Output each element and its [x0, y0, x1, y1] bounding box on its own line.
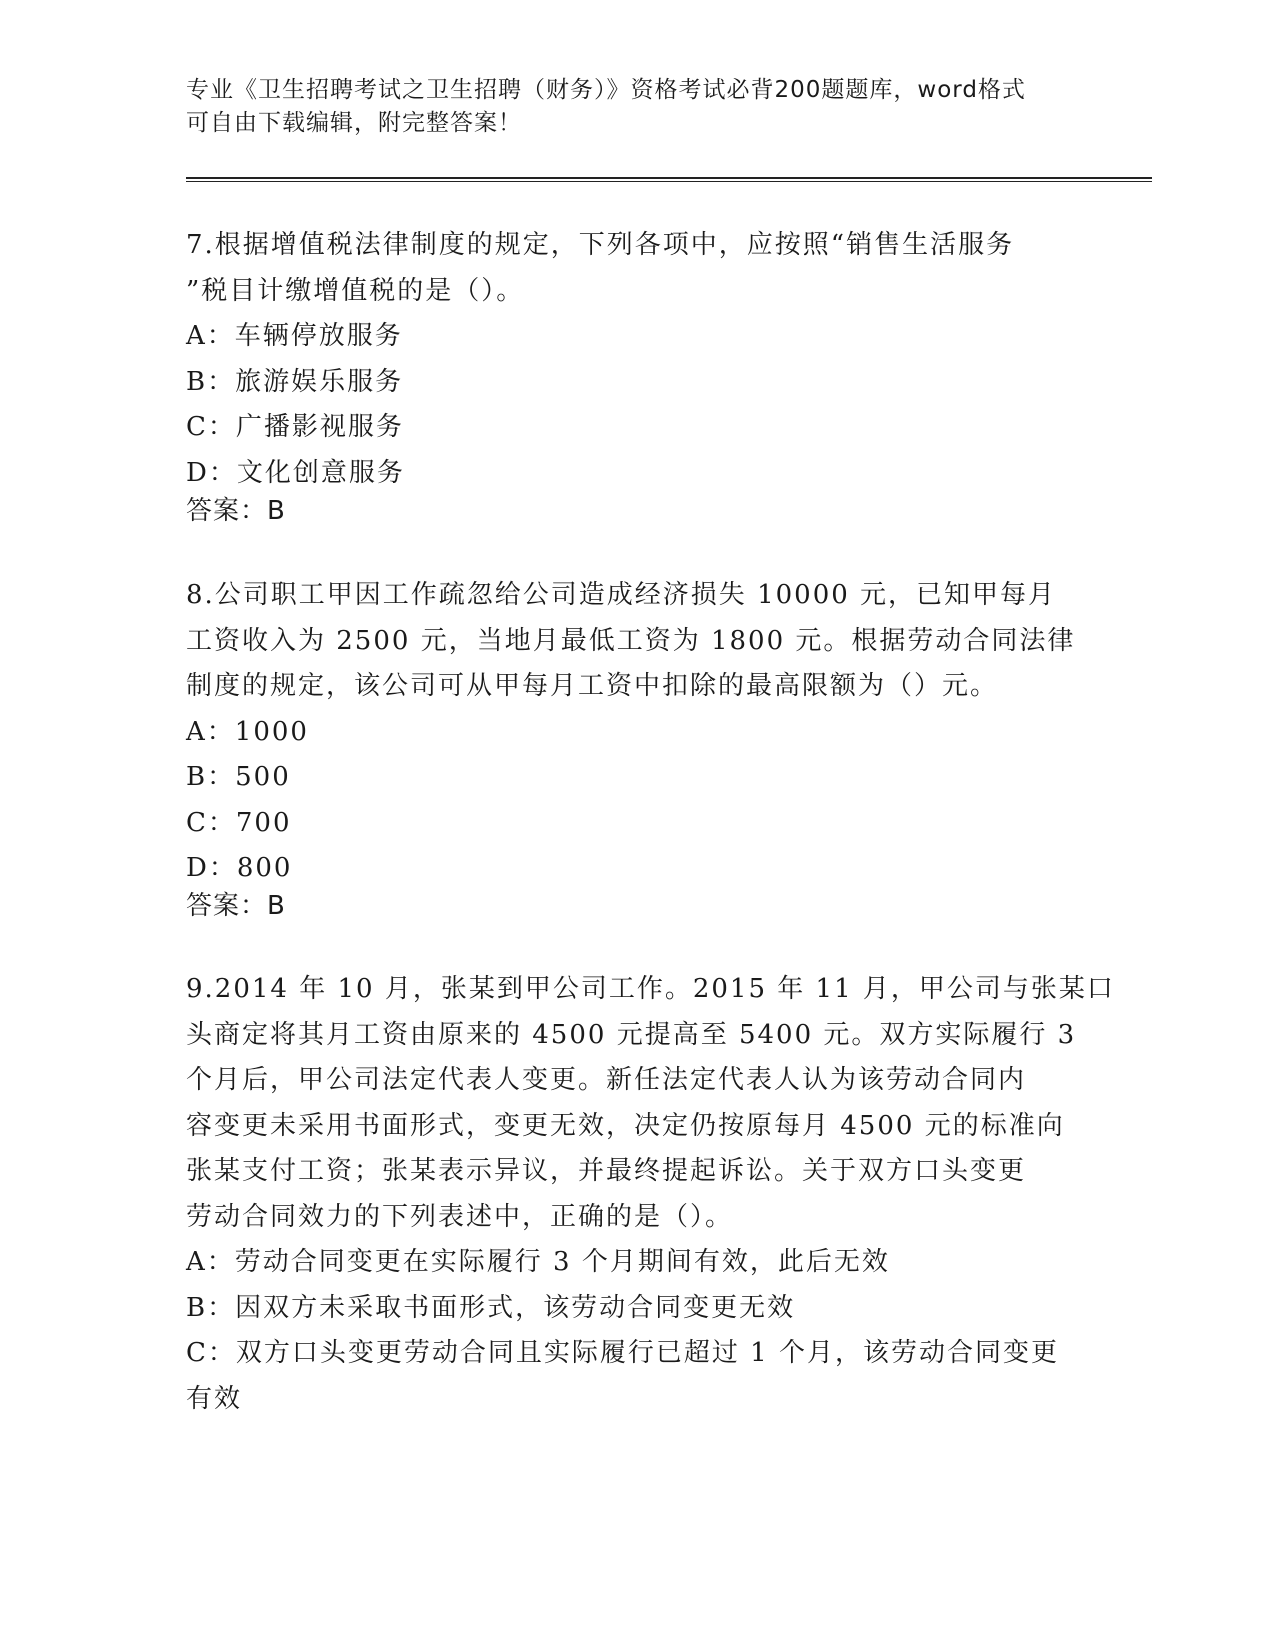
question-stem-line: 8.公司职工甲因工作疏忽给公司造成经济损失 10000 元，已知甲每月 [186, 580, 1057, 610]
option-c: C：700 [186, 807, 292, 838]
header-line-1: 专业《卫生招聘考试之卫生招聘（财务）》资格考试必背200题题库，word格式 [186, 77, 1026, 103]
option-c-continued: 有效 [186, 1383, 243, 1414]
header-divider-thin [186, 181, 1152, 182]
option-b: B：旅游娱乐服务 [186, 366, 404, 397]
question-stem-line: 7.根据增值税法律制度的规定，下列各项中，应按照“销售生活服务 [186, 230, 1015, 260]
header-divider [186, 177, 1152, 179]
option-c: C：广播影视服务 [186, 412, 404, 442]
option-a: A：车辆停放服务 [186, 321, 403, 351]
document-header [186, 74, 1086, 140]
answer-7: 答案：B [186, 496, 286, 526]
question-stem-line: 工资收入为 2500 元，当地月最低工资为 1800 元。根据劳动合同法律 [186, 625, 1076, 656]
option-b: B：因双方未采取书面形式，该劳动合同变更无效 [186, 1292, 796, 1323]
header-line-2: 可自由下载编辑，附完整答案！ [186, 110, 522, 136]
option-b: B：500 [186, 762, 291, 792]
option-c: C：双方口头变更劳动合同且实际履行已超过 1 个月，该劳动合同变更 [186, 1338, 1059, 1368]
question-stem-line: 制度的规定，该公司可从甲每月工资中扣除的最高限额为（）元。 [186, 671, 999, 701]
question-stem-line: 9.2014 年 10 月，张某到甲公司工作。2015 年 11 月，甲公司与张某口 [186, 974, 1115, 1004]
answer-8: 答案：B [186, 891, 286, 921]
question-stem-line: 头商定将其月工资由原来的 4500 元提高至 5400 元。双方实际履行 3 [186, 1019, 1077, 1050]
question-stem-line: 容变更未采用书面形式，变更无效，决定仍按原每月 4500 元的标准向 [186, 1110, 1065, 1141]
question-7 [186, 223, 1014, 496]
question-stem-line: 个月后，甲公司法定代表人变更。新任法定代表人认为该劳动合同内 [186, 1065, 1027, 1095]
question-8 [186, 573, 1075, 892]
option-a: A：劳动合同变更在实际履行 3 个月期间有效，此后无效 [186, 1247, 890, 1277]
question-stem-line: ”税目计缴增值税的是（）。 [186, 275, 525, 306]
option-a: A：1000 [186, 716, 309, 747]
question-stem-line: 张某支付工资；张某表示异议，并最终提起诉讼。关于双方口头变更 [186, 1156, 1027, 1186]
option-d: D：800 [186, 853, 293, 883]
option-d: D：文化创意服务 [186, 457, 405, 488]
question-9 [186, 967, 1115, 1422]
question-stem-line: 劳动合同效力的下列表述中，正确的是（）。 [186, 1201, 734, 1232]
